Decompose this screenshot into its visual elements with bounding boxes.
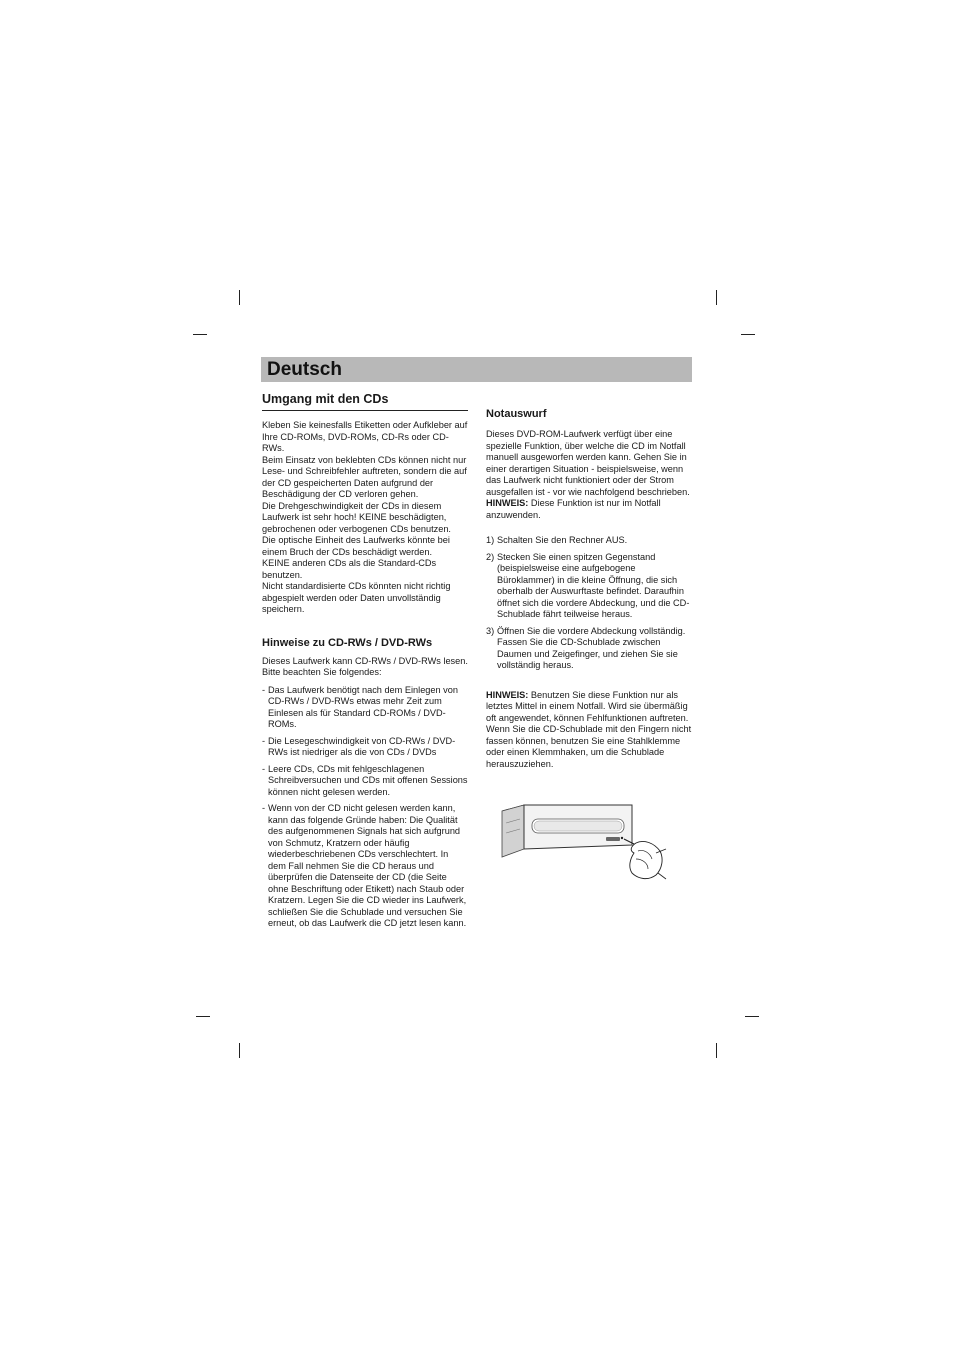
paragraph: Die optische Einheit des Laufwerks könnte bei einem Bruch der CDs beschädigt werden. — [262, 535, 450, 557]
list-item: 3) Öffnen Sie die vordere Abdeckung vollständig. Fassen Sie die CD-Schublade zwischen Daumen und Zeigefinger, und ziehen Sie sie vollständig heraus. — [486, 625, 686, 670]
paragraph: Die Drehgeschwindigkeit der CDs in diesem Laufwerk ist sehr hoch! KEINE beschädigten, gebrochenen oder verbogenen CDs benutzen. — [262, 500, 451, 534]
paragraph: Kleben Sie keinesfalls Etiketten oder Aufkleber auf Ihre CD-ROMs, DVD-ROMs, CD-Rs oder CD-RWs. — [262, 420, 468, 453]
list-item: - Wenn von der CD nicht gelesen werden kann, kann das folgende Gründe haben: Die Qualität des aufgenommenen Signals hat sich aufgrund von Schmutz, Kratzern oder häufig wiederbeschriebenen CDs verschlechtert. In dem Fall nehmen Sie die CD heraus und überprüfen die Datenseite der CD (die Seite ohne Beschriftung oder Etikett) nach Staub oder Kratzern. Legen Sie die CD wieder ins Laufwerk, schließen Sie die Schublade und versuchen Sie erneut, ob das Laufwerk die CD jetzt lesen kann. — [262, 803, 467, 928]
section-heading-notauswurf: Notauswurf — [486, 408, 547, 420]
list-item: 1) Schalten Sie den Rechner AUS. — [486, 535, 628, 545]
crop-mark — [716, 290, 717, 305]
dvd-drive-with-hand-icon — [498, 803, 668, 885]
list-item: - Das Laufwerk benötigt nach dem Einlegen von CD-RWs / DVD-RWs etwas mehr Zeit zum Einlesen als für Standard CD-ROMs / DVD-ROMs. — [262, 684, 458, 729]
crop-mark — [193, 334, 207, 335]
paragraph: Beim Einsatz von beklebten CDs können nicht nur Lese- und Schreibfehler auftreten, sondern die auf der CD gespeicherten Daten aufgrund der Beschädigung der CD verloren gehen. — [262, 454, 467, 499]
umgang-body — [262, 420, 468, 616]
list-item: - Die Lesegeschwindigkeit von CD-RWs / DVD-RWs ist niedriger als die von CDs / DVDs — [262, 735, 456, 757]
left-column — [262, 391, 468, 935]
hinweise-list — [262, 685, 468, 930]
crop-mark — [239, 1043, 240, 1058]
crop-mark — [716, 1043, 717, 1058]
language-header-bar — [261, 357, 692, 382]
paragraph: KEINE anderen CDs als die Standard-CDs benutzen. — [262, 558, 437, 580]
crop-mark — [745, 1016, 759, 1017]
crop-mark — [239, 290, 240, 305]
right-column — [486, 407, 694, 770]
hinweise-intro: Dieses Laufwerk kann CD-RWs / DVD-RWs lesen. Bitte beachten Sie folgendes: — [262, 655, 468, 677]
note-hinweis-2: HINWEIS: Benutzen Sie diese Funktion nur als letztes Mittel in einem Notfall. Wird sie übermäßig oft angewendet, können Fehlfunktionen auftreten. Wenn Sie die CD-Schublade mit den Fingern nicht fassen können, benutzen Sie eine Stahlklemme oder einen Klemmhaken, um die Schublade herauszuziehen. — [486, 689, 692, 769]
list-item: - Leere CDs, CDs mit fehlgeschlagenen Schreibversuchen und CDs mit offenen Sessions können nicht gelesen werden. — [262, 763, 468, 797]
eject-steps-list — [486, 535, 694, 672]
section-heading-umgang: Umgang mit den CDs — [262, 391, 468, 411]
notauswurf-intro: Dieses DVD-ROM-Laufwerk verfügt über eine spezielle Funktion, über welche die CD im Notfall manuell ausgeworfen werden kann. Gehen Sie in einer derartigen Situation - beispielsweise, wenn das Laufwerk nicht funktioniert oder der Strom ausgefallen ist - vor wie nachfolgend beschrieben. — [486, 429, 690, 497]
section-heading-hinweise: Hinweise zu CD-RWs / DVD-RWs — [262, 636, 433, 649]
note-hinweis-1: HINWEIS: Diese Funktion ist nur im Notfall anzuwenden. — [486, 498, 661, 520]
crop-mark — [196, 1016, 210, 1017]
list-item: 2) Stecken Sie einen spitzen Gegenstand (beispielsweise eine aufgebogene Büroklammer) in die kleine Öffnung, die sich oberhalb der Auswurftaste befindet. Daraufhin öffnet sich die vordere Abdeckung, und die CD-Schublade fährt teilweise heraus. — [486, 551, 690, 619]
page-title: Deutsch — [267, 359, 342, 380]
crop-mark — [741, 334, 755, 335]
paragraph: Nicht standardisierte CDs könnten nicht richtig abgespielt werden oder Daten unvollständig speichern. — [262, 581, 451, 614]
